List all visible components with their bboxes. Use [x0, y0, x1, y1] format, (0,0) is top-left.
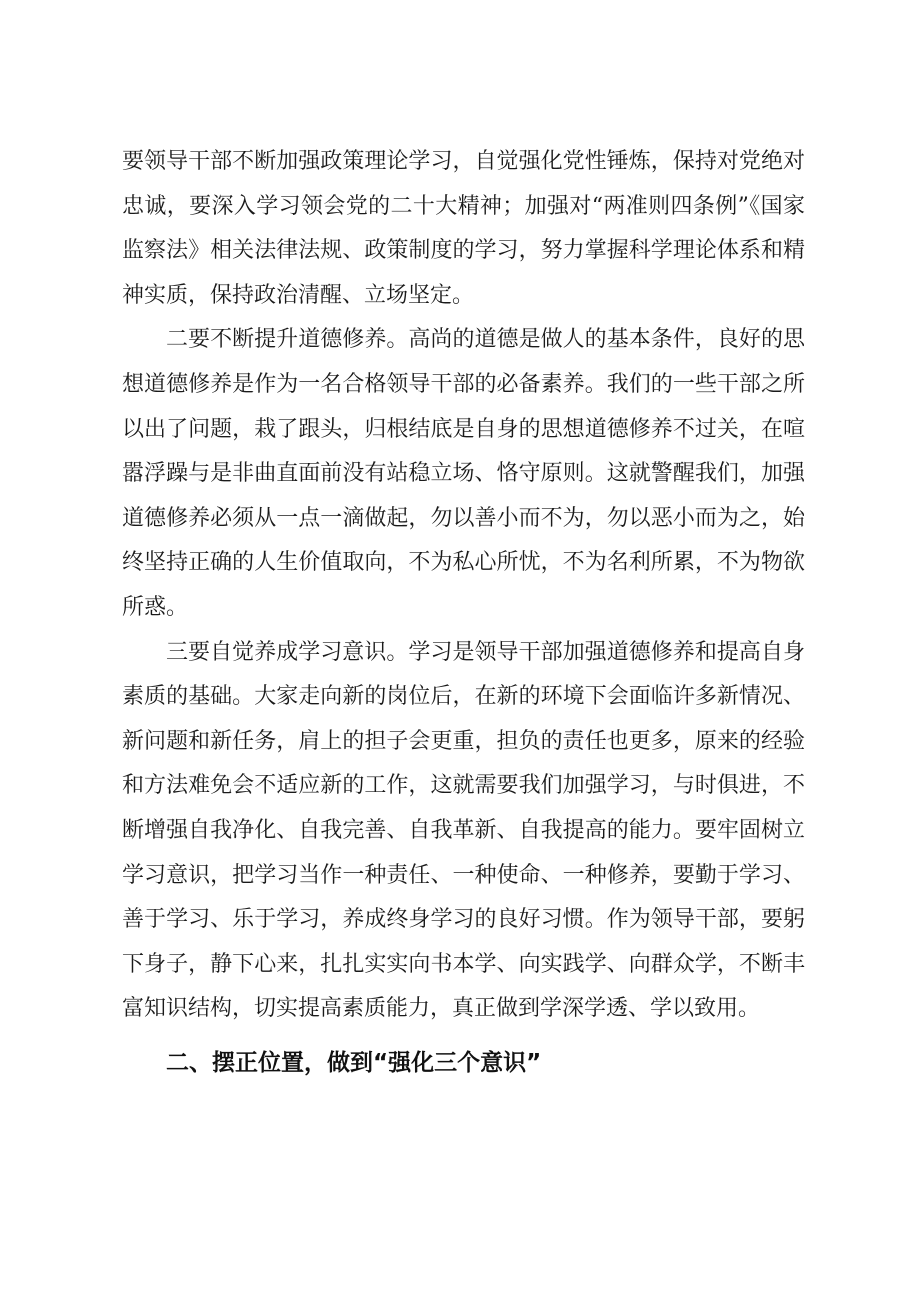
paragraph-moral-cultivation: 二要不断提升道德修养。高尚的道德是做人的基本条件，良好的思想道德修养是作为一名合格领导干部的必备素养。我们的一些干部之所以出了问题，栽了跟头，归根结底是自身的思想道德修养不过关，在喧嚣浮躁与是非曲直面前没有站稳立场、恪守原则。这就警醒我们，加强道德修养必须从一点一滴做起，勿以善小而不为，勿以恶小而为之，始终坚持正确的人生价值取向，不为私心所忧，不为名利所累，不为物欲所惑。 [122, 327, 805, 620]
document-body [122, 140, 805, 1086]
paragraph-continuation: 要领导干部不断加强政策理论学习，自觉强化党性锤炼，保持对党绝对忠诚，要深入学习领会党的二十大精神；加强对“两准则四条例”《国家监察法》相关法律法规、政策制度的学习，努力掌握科学理论体系和精神实质，保持政治清醒、立场坚定。 [122, 149, 805, 308]
section-heading: 二、摆正位置，做到“强化三个意识” [166, 1049, 542, 1076]
paragraph-learning-awareness: 三要自觉养成学习意识。学习是领导干部加强道德修养和提高自身素质的基础。大家走向新的岗位后，在新的环境下会面临许多新情况、新问题和新任务，肩上的担子会更重，担负的责任也更多，原来的经验和方法难免会不适应新的工作，这就需要我们加强学习，与时俱进，不断增强自我净化、自我完善、自我革新、自我提高的能力。要牢固树立学习意识，把学习当作一种责任、一种使命、一种修养，要勤于学习、善于学习、乐于学习，养成终身学习的良好习惯。作为领导干部，要躬下身子，静下心来，扎扎实实向书本学、向实践学、向群众学，不断丰富知识结构，切实提高素质能力，真正做到学深学透、学以致用。 [122, 639, 805, 1022]
